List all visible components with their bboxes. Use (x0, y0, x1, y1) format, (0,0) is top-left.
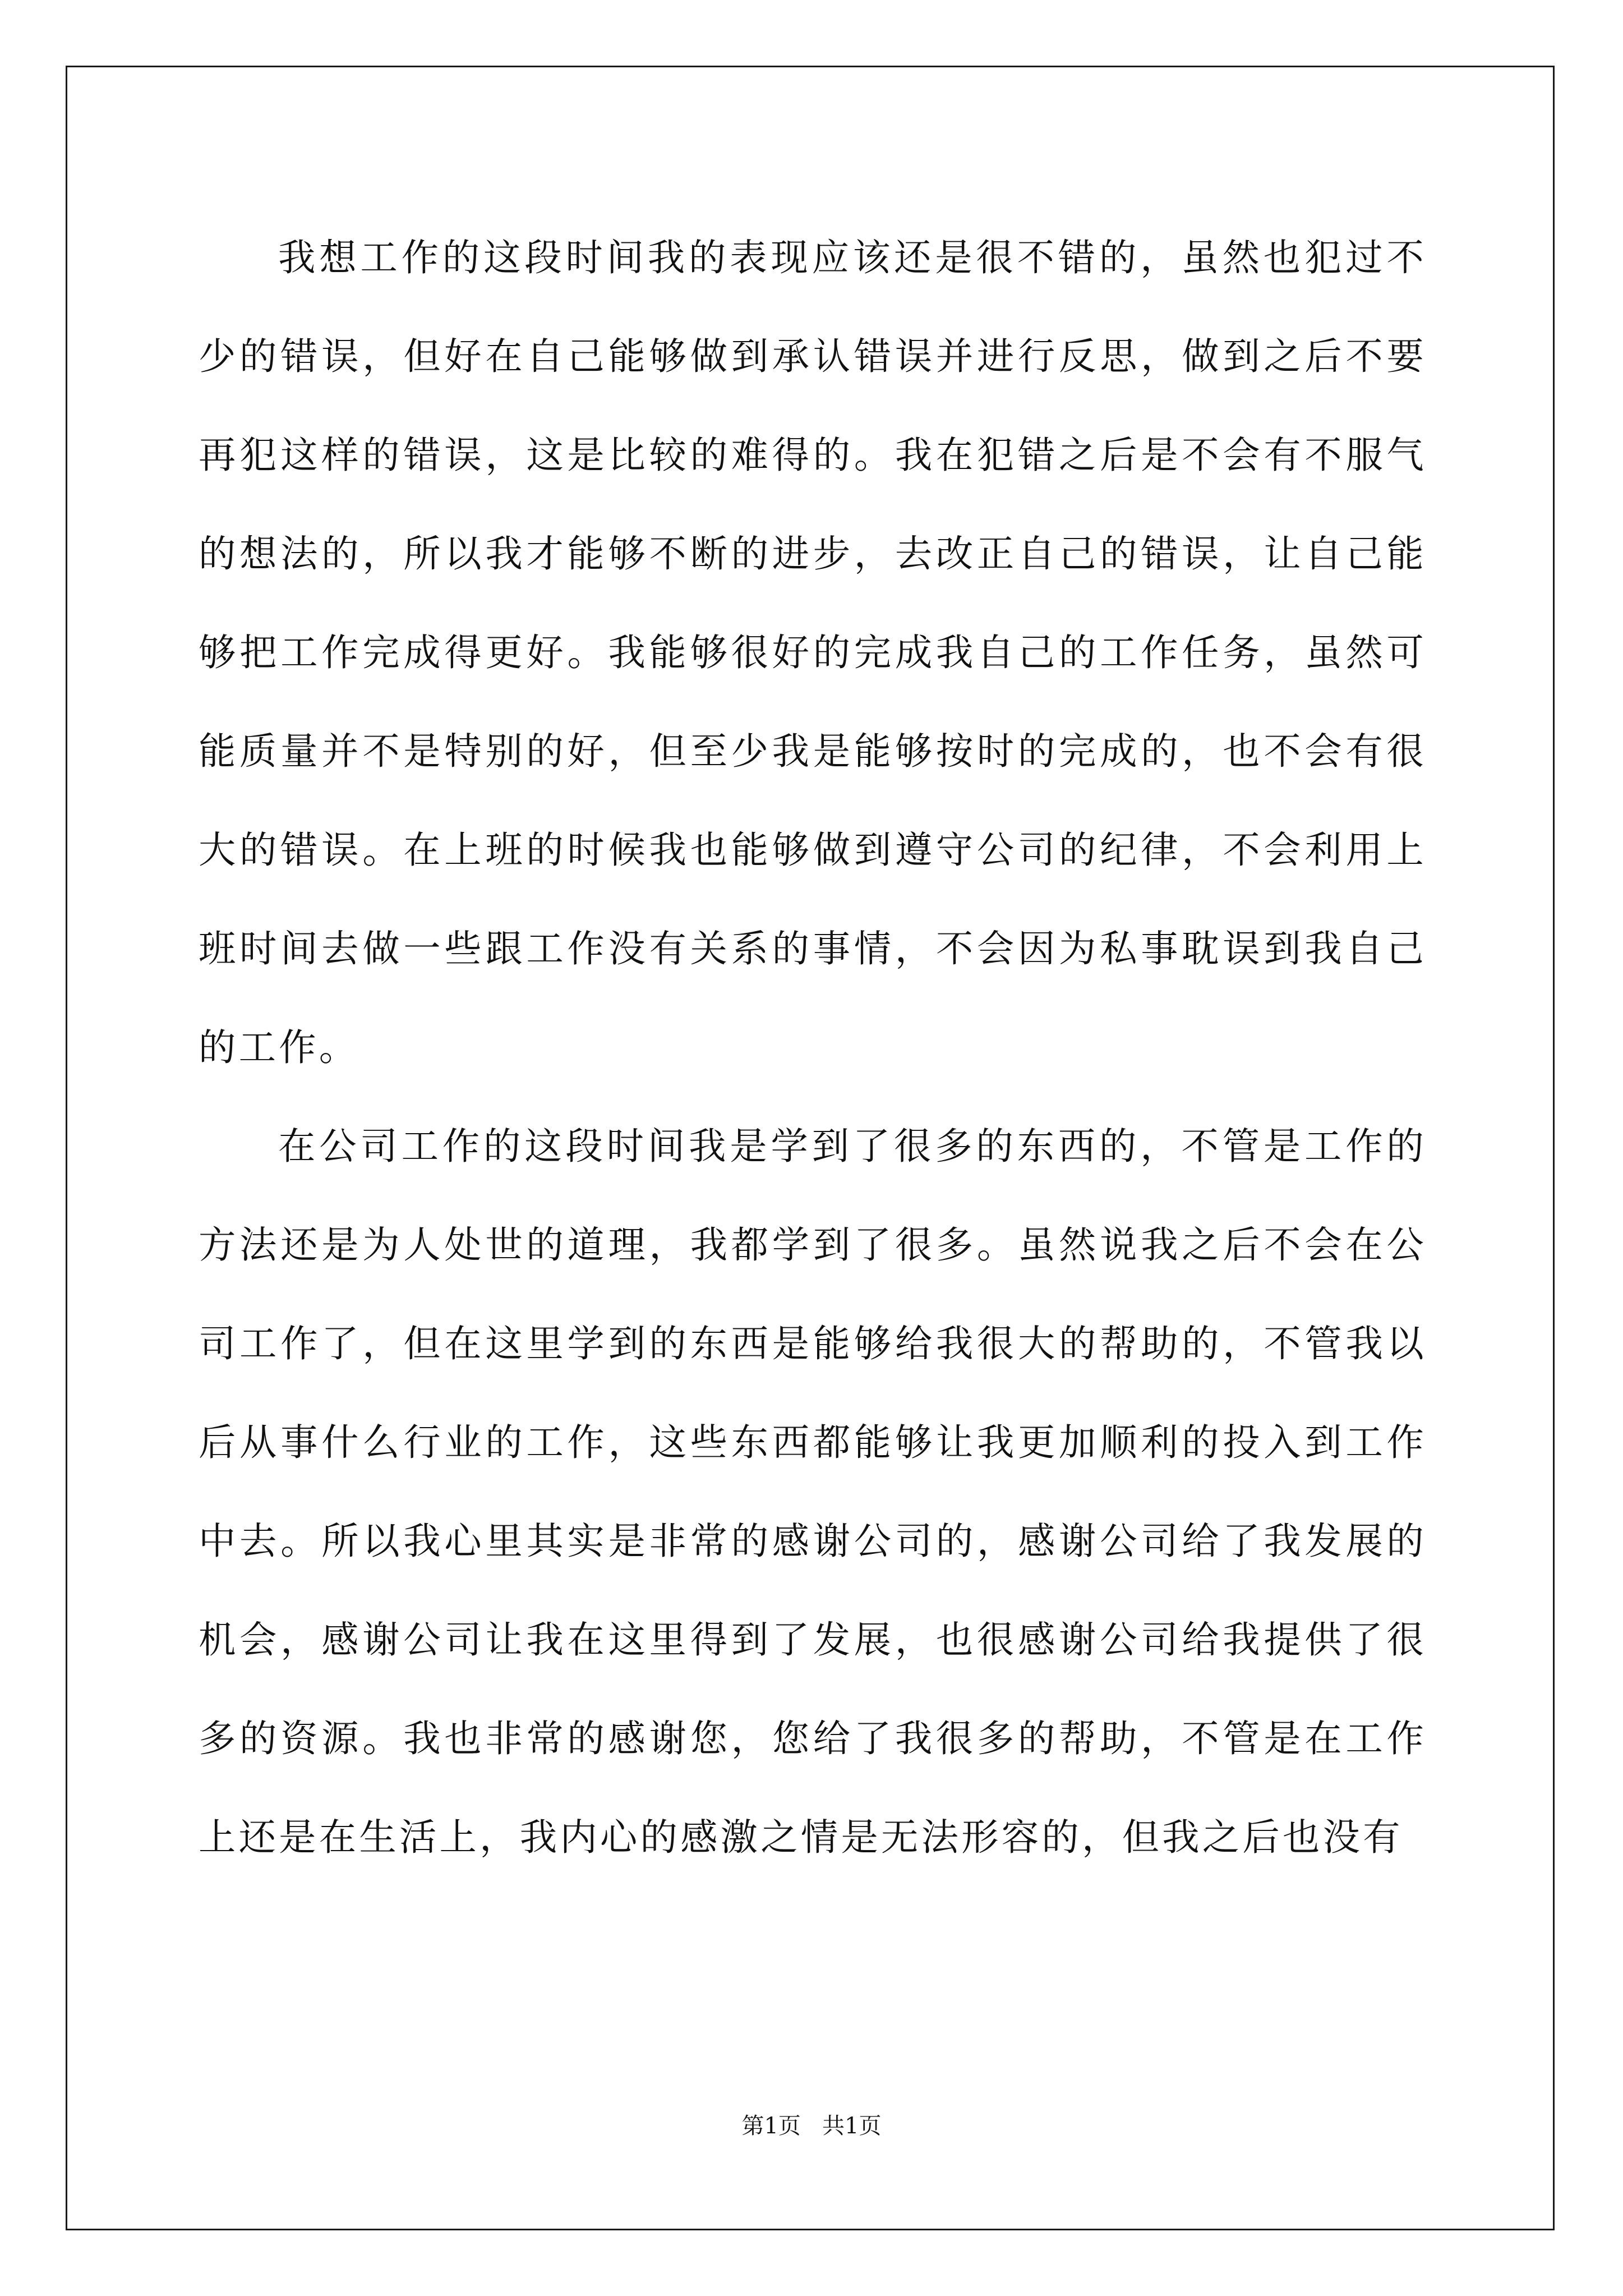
document-body (199, 208, 1427, 1887)
page-footer: 第1页 共1页 (741, 2113, 882, 2139)
paragraph: 我想工作的这段时间我的表现应该还是很不错的，虽然也犯过不少的错误，但好在自己能够做到承认错误并进行反思，做到之后不要再犯这样的错误，这是比较的难得的。我在犯错之后是不会有不服气的想法的，所以我才能够不断的进步，去改正自己的错误，让自己能够把工作完成得更好。我能够很好的完成我自己的工作任务，虽然可能质量并不是特别的好，但至少我是能够按时的完成的，也不会有很大的错误。在上班的时候我也能够做到遵守公司的纪律，不会利用上班时间去做一些跟工作没有关系的事情，不会因为私事耽误到我自己的工作。 (199, 236, 1427, 1069)
paragraph: 在公司工作的这段时间我是学到了很多的东西的，不管是工作的方法还是为人处世的道理，我都学到了很多。虽然说我之后不会在公司工作了，但在这里学到的东西是能够给我很大的帮助的，不管我以后从事什么行业的工作，这些东西都能够让我更加顺利的投入到工作中去。所以我心里其实是非常的感谢公司的，感谢公司给了我发展的机会，感谢公司让我在这里得到了发展，也很感谢公司给我提供了很多的资源。我也非常的感谢您，您给了我很多的帮助，不管是在工作上还是在生活上，我内心的感激之情是无法形容的，但我之后也没有 (199, 1124, 1427, 1859)
